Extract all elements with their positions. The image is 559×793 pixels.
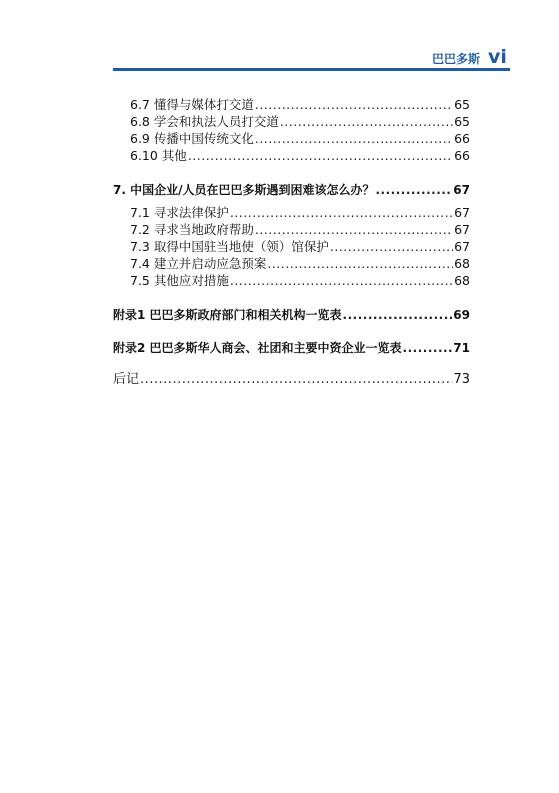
- page-number: vi: [488, 46, 507, 68]
- dot-leader: [230, 273, 453, 289]
- toc-entry-page: 67: [454, 205, 470, 220]
- toc-entry-title: 7.5 其他应对措施: [130, 273, 229, 288]
- toc-entry-chapter-7[interactable]: [113, 182, 470, 198]
- toc-entry-title: 7. 中国企业/人员在巴巴多斯遇到困难该怎么办？: [113, 183, 375, 197]
- toc-entry-title: 6.7 懂得与媒体打交道: [130, 97, 254, 112]
- toc-entry-7-5[interactable]: [130, 273, 470, 289]
- dot-leader: [330, 239, 453, 255]
- toc-entry-title: 7.3 取得中国驻当地使（领）馆保护: [130, 239, 329, 254]
- dot-leader: [255, 131, 453, 147]
- toc-entry-title: 后记: [113, 372, 140, 387]
- toc-entry-page: 65: [454, 114, 470, 129]
- toc-entry-page: 67: [453, 183, 470, 197]
- toc-entry-7-2[interactable]: [130, 222, 470, 238]
- toc-entry-appendix-1[interactable]: [113, 307, 470, 323]
- toc-entry-page: 65: [454, 97, 470, 112]
- dot-leader: [280, 114, 453, 130]
- toc-entry-title: 附录2 巴巴多斯华人商会、社团和主要中资企业一览表: [113, 341, 402, 355]
- toc-entry-title: 6.10 其他: [130, 148, 187, 163]
- dot-leader: [255, 222, 453, 238]
- toc-entry-7-4[interactable]: [130, 256, 470, 272]
- toc-entry-6-7[interactable]: [130, 97, 470, 113]
- toc-entry-page: 66: [454, 131, 470, 146]
- toc-entry-page: 69: [453, 308, 470, 322]
- dot-leader: [188, 148, 453, 164]
- toc-entry-page: 68: [454, 273, 470, 288]
- toc-entry-title: 附录1 巴巴多斯政府部门和相关机构一览表: [113, 308, 342, 322]
- toc-entry-title: 6.8 学会和执法人员打交道: [130, 114, 279, 129]
- toc-entry-afterword[interactable]: [113, 372, 470, 388]
- header-rule: [113, 68, 510, 71]
- toc-entry-7-1[interactable]: [130, 205, 470, 221]
- dot-leader: [403, 340, 453, 356]
- toc-entry-title: 6.9 传播中国传统文化: [130, 131, 254, 146]
- toc-entry-title: 7.2 寻求当地政府帮助: [130, 222, 254, 237]
- toc-entry-title: 7.4 建立并启动应急预案: [130, 256, 267, 271]
- dot-leader: [140, 372, 452, 388]
- toc-entry-page: 73: [453, 372, 470, 387]
- dot-leader: [267, 256, 453, 272]
- toc-entry-title: 7.1 寻求法律保护: [130, 205, 229, 220]
- dot-leader: [343, 307, 453, 323]
- toc-entry-page: 67: [454, 239, 470, 254]
- toc-entry-page: 66: [454, 148, 470, 163]
- dot-leader: [230, 205, 453, 221]
- dot-leader: [375, 182, 452, 198]
- toc-entry-appendix-2[interactable]: [113, 340, 470, 356]
- toc-entry-6-10[interactable]: [130, 148, 470, 164]
- toc-entry-page: 68: [454, 256, 470, 271]
- toc-entry-7-3[interactable]: [130, 239, 470, 255]
- toc-entry-6-9[interactable]: [130, 131, 470, 147]
- dot-leader: [255, 97, 453, 113]
- toc-entry-page: 71: [453, 341, 470, 355]
- running-header-title: 巴巴多斯: [431, 52, 480, 66]
- toc-entry-page: 67: [454, 222, 470, 237]
- toc-entry-6-8[interactable]: [130, 114, 470, 130]
